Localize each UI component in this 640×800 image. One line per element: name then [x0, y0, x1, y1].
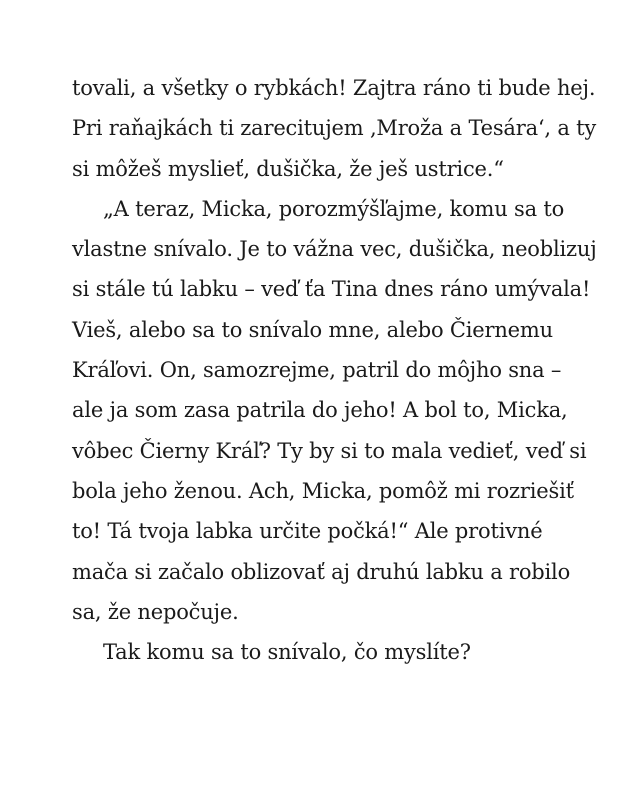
text-line: sa, že nepočuje. — [72, 599, 239, 624]
text-line: si môžeš myslieť, dušička, že ješ ustrice.“ — [72, 156, 504, 181]
page-body-text — [72, 68, 597, 672]
text-line: ale ja som zasa patrila do jeho! A bol to, Micka, — [72, 398, 568, 423]
text-line: vôbec Čierny Kráľ? Ty by si to mala vedieť, veď si — [72, 438, 587, 463]
text-line: bola jeho ženou. Ach, Micka, pomôž mi rozriešiť — [72, 478, 574, 503]
text-line: tovali, a všetky o rybkách! Zajtra ráno ti bude hej. — [72, 76, 596, 100]
text-line: mača si začalo oblizovať aj druhú labku a robilo — [72, 559, 571, 584]
text-line: Vieš, alebo sa to snívalo mne, alebo Čiernemu — [72, 317, 553, 342]
text-line: vlastne snívalo. Je to vážna vec, dušička, neoblizuj — [72, 237, 597, 262]
text-line: Kráľovi. On, samozrejme, patril do môjho sna – — [72, 358, 562, 383]
text-line: to! Tá tvoja labka určite počká!“ Ale protivné — [72, 519, 543, 544]
paragraph-start-line: Tak komu sa to snívalo, čo myslíte? — [103, 640, 471, 665]
text-line: si stále tú labku – veď ťa Tina dnes ráno umývala! — [72, 277, 591, 302]
text-line: Pri raňajkách ti zarecitujem ‚Mroža a Tesára‘, a ty — [72, 116, 597, 141]
paragraph-start-line: „A teraz, Micka, porozmýšľajme, komu sa to — [103, 196, 565, 221]
